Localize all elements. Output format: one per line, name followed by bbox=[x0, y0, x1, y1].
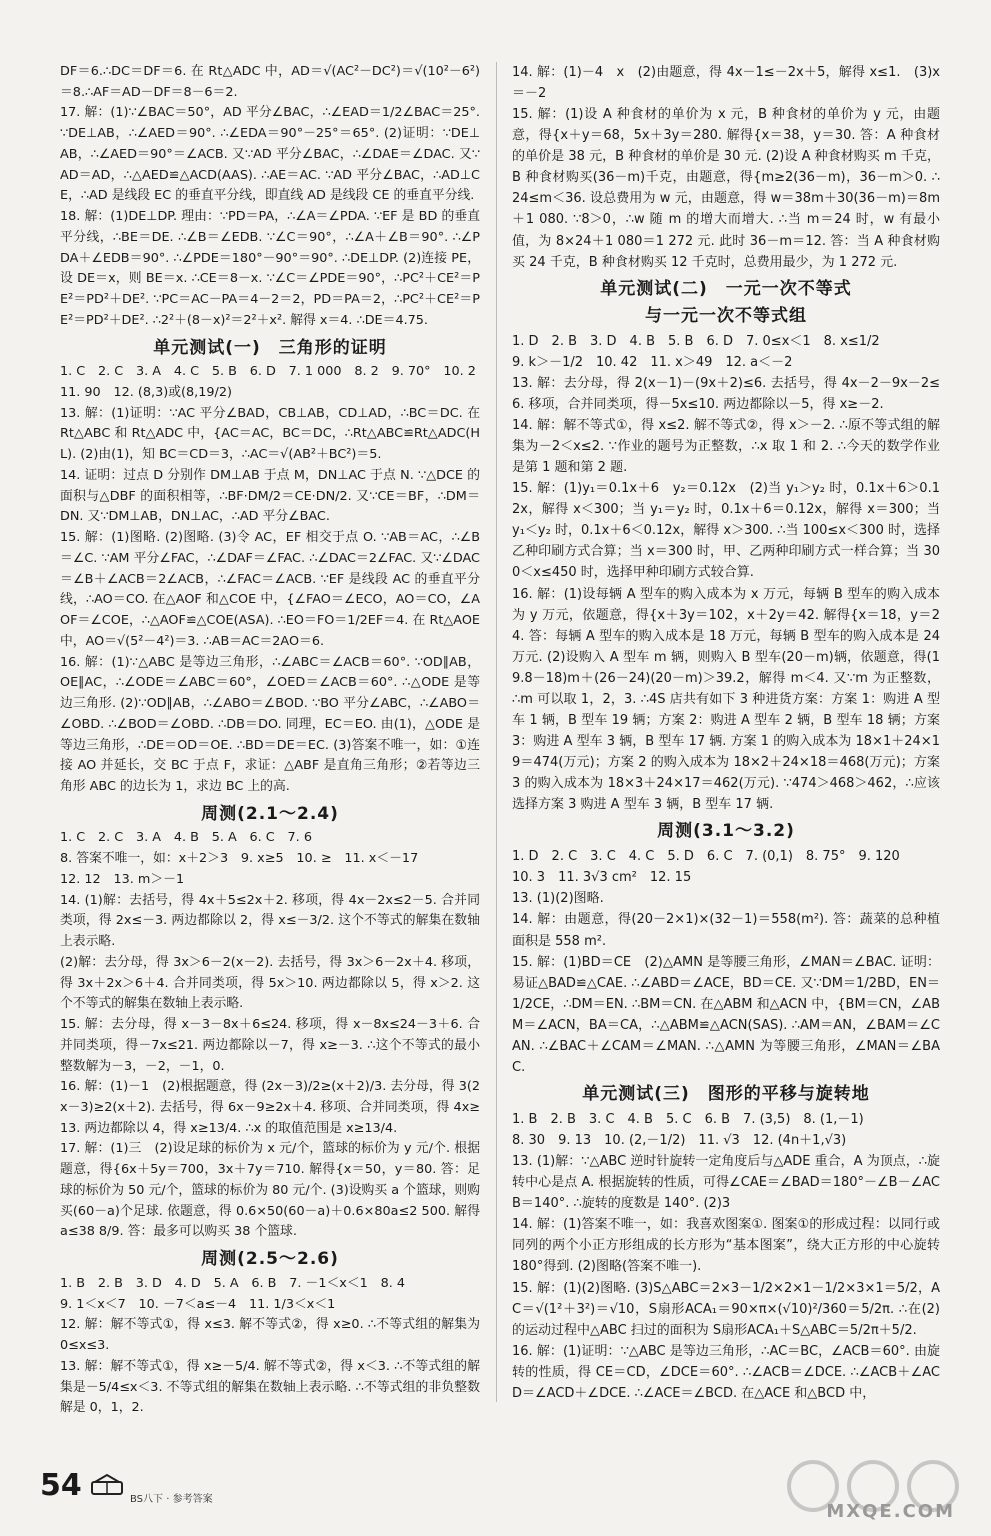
answer-paragraph: 14. 解：由题意，得(20－2×1)×(32－1)＝558(m²). 答：蔬菜的总种植面积是 558 m². bbox=[512, 912, 940, 949]
answer-paragraph: 13. 解：(1)证明：∵AC 平分∠BAD，CB⊥AB，CD⊥AD，∴BC＝DC. 在 Rt△ABC 和 Rt△ADC 中，{AC＝AC，BC＝DC，∴Rt△ABC≌Rt△ADC(HL). (2)由(1)，知 BC＝CD＝3，∴AC＝√(AB²＋BC²)＝5. bbox=[60, 405, 480, 463]
answer-paragraph: 9. 1＜x＜7 10. －7＜a≤－4 11. 1/3＜x＜1 bbox=[60, 1296, 336, 1312]
answer-paragraph: 16. 解：(1)证明：∵△ABC 是等边三角形，∴AC＝BC，∠ACB＝60°. 由旋转的性质，得 CE＝CD，∠DCE＝60°. ∴∠ACB＝∠DCE. ∴∠ACB＋∠ACD＝∠ACD＋∠DCE. ∴∠ACE＝∠BCD. 在△ACE 和△BCD 中， bbox=[512, 1343, 940, 1401]
right-column bbox=[512, 62, 940, 1404]
answer-paragraph: 1. B 2. B 3. C 4. B 5. C 6. B 7. (3,5) 8. (1,－1) bbox=[512, 1112, 864, 1127]
answer-paragraph: 1. C 2. C 3. A 4. B 5. A 6. C 7. 6 bbox=[60, 830, 312, 846]
answer-paragraph: DF＝6.∴DC＝DF＝6. 在 Rt△ADC 中，AD＝√(AC²－DC²)＝√(10²－6²)＝8.∴AF＝AD－DF＝8－6＝2. bbox=[60, 64, 480, 100]
answer-paragraph: 1. D 2. B 3. D 4. B 5. B 6. D 7. 0≤x＜1 8. x≤1/2 bbox=[512, 333, 880, 349]
answer-paragraph: 18. 解：(1)DE⊥DP. 理由：∵PD＝PA，∴∠A＝∠PDA. ∵EF 是 BD 的垂直平分线，∴BE＝DE. ∴∠B＝∠EDB. ∵∠C＝90°，∴∠A＋∠B＝90°. ∴∠PDA＋∠EDB＝90°. ∴∠PDE＝180°－90°＝90°. ∴DE⊥DP. (2)连接 PE，设 DE＝x，则 BE＝x. ∴CE＝8－x. ∵∠C＝∠PDE＝90°，∴PC²＋CE²＝PE²＝PD²＋DE². ∵PC＝AC－PA＝4－2＝2，PD＝PA＝2，∴PC²＋CE²＝PE²＝PD²＋DE². ∴2²＋(8－x)²＝2²＋x². 解得 x＝4. ∴DE＝4.75. bbox=[60, 209, 480, 328]
answer-paragraph: 12. 解：解不等式①，得 x≤3. 解不等式②，得 x≥0. ∴不等式组的解集为 0≤x≤3. bbox=[60, 1317, 480, 1354]
answer-paragraph: 14. 证明：过点 D 分别作 DM⊥AB 于点 M，DN⊥AC 于点 N. ∵△DCE 的面积与△DBF 的面积相等，∴BF·DM/2＝CE·DN/2. 又∵CE＝BF，∴DM＝DN. 又∵DM⊥AB，DN⊥AC，∴AD 平分∠BAC. bbox=[60, 467, 480, 525]
answer-paragraph: 1. B 2. B 3. D 4. D 5. A 6. B 7. －1＜x＜1 8. 4 bbox=[60, 1275, 405, 1291]
answer-paragraph: 13. 解：解不等式①，得 x≥－5/4. 解不等式②，得 x＜3. ∴不等式组的解集是－5/4≤x＜3. 不等式组的解集在数轴上表示略. ∴不等式组的非负整数解是 0，1，2. bbox=[60, 1358, 480, 1416]
answer-paragraph: 16. 解：(1)设每辆 A 型车的购入成本为 x 万元，每辆 B 型车的购入成本为 y 万元，依题意，得{x＋3y＝102，x＋2y＝42. 解得{x＝18，y＝24. 答：每辆 A 型车的购入成本是 18 万元，每辆 B 型车的购入成本是 24 万元. (2)设购入 A 型车 m 辆，则购入 B 型车(20－m)辆，依题意，得(19.8－18)m＋(26－24)(20－m)＞39.2，解得 m＜4. 又∵m 为正整数，∴m 可以取 1，2，3. ∴4S 店共有如下 3 种进货方案：方案 1：购进 A 型车 1 辆，B 型车 19 辆；方案 2：购进 A 型车 2 辆，B 型车 18 辆；方案 3：购进 A 型车 3 辆，B 型车 17 辆. 方案 1 的购入成本为 18×1＋24×19＝474(万元)；方案 2 的购入成本为 18×2＋24×18＝468(万元)；方案 3 的购入成本为 18×3＋24×17＝462(万元). ∵474＞468＞462，∴应该选择方案 3 购进 A 型车 3 辆，B 型车 17 辆. bbox=[512, 586, 940, 813]
section-heading: 周测(3.1～3.2) bbox=[657, 821, 795, 842]
answer-paragraph: 14. (1)解：去括号，得 4x＋5≤2x＋2. 移项，得 4x－2x≤2－5. 合并同类项，得 2x≤－3. 两边都除以 2，得 x≤－3/2. 这个不等式的解集在数轴上表示略. bbox=[60, 892, 480, 950]
answer-paragraph: 15. 解：(1)BD＝CE (2)△AMN 是等腰三角形，∠MAN＝∠BAC. 证明：易证△BAD≌△CAE. ∴∠ABD＝∠ACE，BD＝CE. 又∵DM＝1/2BD，EN＝1/2CE，∴DM＝EN. ∴BM＝CN. 在△ABM 和△ACN 中，{BM＝CN，∠ABM＝∠ACN，BA＝CA，∴△ABM≌△ACN(SAS). ∴AM＝AN，∠BAM＝∠CAN. ∴∠BAC＋∠CAM＝∠MAN. ∴△AMN 为等腰三角形，∠MAN＝∠BAC. bbox=[512, 954, 940, 1075]
answer-paragraph: 8. 30 9. 13 10. (2,－1/2) 11. √3 12. (4n＋1,√3) bbox=[512, 1133, 847, 1149]
answer-paragraph: 10. 3 11. 3√3 cm² 12. 15 bbox=[512, 870, 692, 886]
answer-paragraph: (2)解：去分母，得 3x＞6－2(x－2). 去括号，得 3x＞6－2x＋4. 移项，得 3x＋2x＞6＋4. 合并同类项，得 5x＞10. 两边都除以 5，得 x＞2. 这个不等式的解集在数轴上表示略. bbox=[60, 954, 480, 1012]
section-heading: 单元测试(二) 一元一次不等式 bbox=[600, 278, 852, 299]
footer-caption: BS八下 · 参考答案 bbox=[130, 1494, 213, 1505]
answer-paragraph: 15. 解：(1)图略. (2)图略. (3)令 AC，EF 相交于点 O. ∵AB＝AC，∴∠B＝∠C. ∵AM 平分∠FAC，∴∠DAF＝∠FAC. ∴∠DAC＝2∠FAC. 又∵∠DAC＝∠B＋∠ACB＝2∠ACB，∴∠FAC＝∠ACB. ∵EF 是线段 AC 的垂直平分线，∴AO＝CO. 在△AOF 和△COE 中，{∠FAO＝∠ECO，AO＝CO，∠AOF＝∠COE，∴△AOF≌△COE(ASA). ∴EO＝FO＝1/2EF＝4. 在 Rt△AOE 中，AO＝√(5²－4²)＝3. ∴AB＝AC＝2AO＝6. bbox=[60, 530, 480, 649]
section-heading: 单元测试(一) 三角形的证明 bbox=[153, 337, 387, 358]
left-column bbox=[60, 62, 480, 1419]
answer-paragraph: 13. 解：去分母，得 2(x－1)－(9x＋2)≤6. 去括号，得 4x－2－9x－2≤6. 移项，合并同类项，得－5x≤10. 两边都除以－5，得 x≥－2. bbox=[512, 375, 940, 412]
watermark-text: MXQE.COM bbox=[826, 1501, 955, 1522]
column-divider bbox=[496, 62, 497, 1402]
answer-paragraph: 8. 答案不唯一，如：x＋2＞3 9. x≥5 10. ≥ 11. x＜－17 bbox=[60, 851, 419, 867]
answer-paragraph: 16. 解：(1)∵△ABC 是等边三角形，∴∠ABC＝∠ACB＝60°. ∵OD∥AB，OE∥AC，∴∠ODE＝∠ABC＝60°，∠OED＝∠ACB＝60°. ∴△ODE 是等边三角形. (2)∵OD∥AB，∴∠ABO＝∠BOD. ∵BO 平分∠ABC，∴∠ABO＝∠OBD. ∴∠BOD＝∠OBD. ∴DB＝DO. 同理，EC＝EO. 由(1)，△ODE 是等边三角形，∴DE＝OD＝OE. ∴BD＝DE＝EC. (3)答案不唯一，如：①连接 AO 并延长，交 BC 于点 F，求证：△ABF 是直角三角形；②若等边三角形 ABC 的边长为 1，求边 BC 上的高. bbox=[60, 654, 480, 794]
answer-paragraph: 15. 解：(1)设 A 种食材的单价为 x 元，B 种食材的单价为 y 元，由题意，得{x＋y＝68，5x＋3y＝280. 解得{x＝38，y＝30. 答：A 种食材的单价是 38 元，B 种食材的单价是 30 元. (2)设 A 种食材购买 m 千克，B 种食材购买(36－m)千克，由题意，得{m≥2(36－m)，36－m＞0. ∴24≤m＜36. 设总费用为 w 元，由题意，得 w＝38m＋30(36－m)＝8m＋1 080. ∵8＞0，∴w 随 m 的增大而增大. ∴当 m＝24 时，w 有最小值，为 8×24＋1 080＝1 272 元. 此时 36－m＝12. 答：当 A 种食材购买 24 千克，B 种食材购买 12 千克时，总费用最少，为 1 272 元. bbox=[512, 107, 940, 270]
answer-paragraph: 1. C 2. C 3. A 4. C 5. B 6. D 7. 1 000 8. 2 9. 70° 10. 2 bbox=[60, 364, 476, 380]
answer-paragraph: 13. (1)解：∵△ABC 逆时针旋转一定角度后与△ADE 重合，A 为顶点，∴旋转中心是点 A. 根据旋转的性质，可得∠CAE＝∠BAD＝180°－∠B－∠ACB＝140°. ∴旋转的度数是 140°. (2)3 bbox=[512, 1154, 940, 1212]
answer-paragraph: 9. k＞－1/2 10. 42 11. x＞49 12. a＜－2 bbox=[512, 354, 793, 370]
answer-paragraph: 17. 解：(1)三 (2)设足球的标价为 x 元/个，篮球的标价为 y 元/个. 根据题意，得{6x＋5y＝700，3x＋7y＝710. 解得{x＝50，y＝80. 答：足球的标价为 50 元/个，篮球的标价为 80 元/个. (3)设购买 a 个篮球，则购买(60－a)个足球. 依题意，得 0.6×50(60－a)＋0.6×80a≤2 500. 解得 a≤38 8/9. 答：最多可以购买 38 个篮球. bbox=[60, 1141, 480, 1240]
answer-paragraph: 15. 解：(1)y₁＝0.1x＋6 y₂＝0.12x (2)当 y₁＞y₂ 时，0.1x＋6＞0.12x，解得 x＜300；当 y₁＝y₂ 时，0.1x＋6＝0.12x，解得 x＝300；当 y₁＜y₂ 时，0.1x＋6＜0.12x，解得 x＞300. ∴当 100≤x＜300 时，选择乙种印刷方式合算；当 x＝300 时，甲、乙两种印刷方式一样合算；当 300＜x≤450 时，选择甲种印刷方式较合算. bbox=[512, 481, 940, 581]
book-logo-icon bbox=[90, 1472, 124, 1498]
answer-paragraph: 14. 解：(1)答案不唯一，如：我喜欢图案①. 图案①的形成过程：以同行或同列的两个小正方形组成的长方形为“基本图案”，绕大正方形的中心旋转 180°得到. (2)图略(答案不唯一). bbox=[512, 1217, 940, 1275]
answer-paragraph: 15. 解：去分母，得 x－3－8x＋6≤24. 移项，得 x－8x≤24－3＋6. 合并同类项，得－7x≤21. 两边都除以－7，得 x≥－3. ∴这个不等式的最小整数解为－3，－2，－1，0. bbox=[60, 1017, 480, 1074]
answer-paragraph: 14. 解：解不等式①，得 x≤2. 解不等式②，得 x＞－2. ∴原不等式组的解集为－2＜x≤2. ∵作业的题号为正整数，∴x 取 1 和 2. ∴今天的数学作业是第 1 题和第 2 题. bbox=[512, 418, 940, 476]
answer-paragraph: 11. 90 12. (8,3)或(8,19/2) bbox=[60, 385, 232, 401]
section-heading: 与一元一次不等式组 bbox=[645, 305, 807, 326]
page-number: 54 bbox=[40, 1468, 82, 1503]
section-heading: 周测(2.1～2.4) bbox=[201, 803, 339, 824]
answer-paragraph: 14. 解：(1)－4 x (2)由题意，得 4x－1≤－2x＋5，解得 x≤1. (3)x＝－2 bbox=[512, 65, 940, 102]
answer-paragraph: 1. D 2. C 3. C 4. C 5. D 6. C 7. (0,1) 8. 75° 9. 120 bbox=[512, 849, 900, 865]
answer-paragraph: 15. 解：(1)(2)图略. (3)S△ABC＝2×3－1/2×2×1－1/2×3×1＝5/2，AC＝√(1²＋3²)＝√10，S扇形ACA₁＝90×π×(√10)²/360＝5/2π. ∴在(2)的运动过程中△ABC 扫过的面积为 S扇形ACA₁＋S△ABC＝5/2π＋5/2. bbox=[512, 1280, 940, 1338]
section-heading: 周测(2.5～2.6) bbox=[201, 1249, 339, 1270]
answer-paragraph: 16. 解：(1)－1 (2)根据题意，得 (2x－3)/2≥(x＋2)/3. 去分母，得 3(2x－3)≥2(x＋2). 去括号，得 6x－9≥2x＋4. 移项、合并同类项，得 4x≥13. 两边都除以 4，得 x≥13/4. ∴x 的取值范围是 x≥13/4. bbox=[60, 1079, 480, 1136]
section-heading: 单元测试(三) 图形的平移与旋转地 bbox=[582, 1083, 870, 1104]
answer-paragraph: 17. 解：(1)∵∠BAC＝50°，AD 平分∠BAC，∴∠EAD＝1/2∠BAC＝25°. ∵DE⊥AB，∴∠AED＝90°. ∴∠EDA＝90°－25°＝65°. (2)证明：∵DE⊥AB，∴∠AED＝90°＝∠ACB. 又∵AD 平分∠BAC，∴∠DAE＝∠DAC. 又∵AD＝AD，∴△AED≌△ACD(AAS). ∴AE＝AC. ∵AD 平分∠BAC，∴AD⊥CE，∴AD 是线段 EC 的垂直平分线，即直线 AD 是线段 CE 的垂直平分线. bbox=[60, 105, 480, 204]
answer-paragraph: 13. (1)(2)图略. bbox=[512, 891, 604, 907]
answer-paragraph: 12. 12 13. m＞－1 bbox=[60, 871, 185, 887]
